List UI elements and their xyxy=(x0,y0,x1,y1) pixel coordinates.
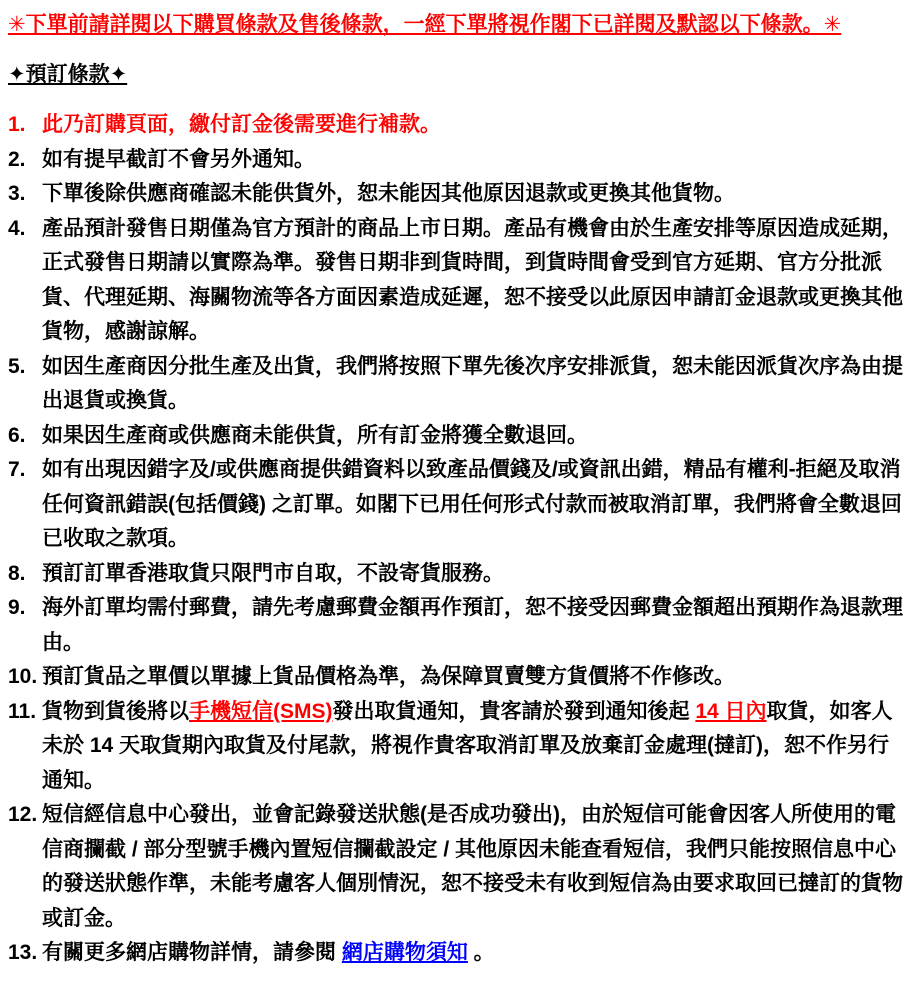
term-text xyxy=(42,177,903,212)
term-text-segment: 預訂訂單香港取貨只限門市自取，不設寄貨服務。 xyxy=(42,561,504,585)
term-item-7 xyxy=(8,453,903,557)
term-text xyxy=(42,557,903,592)
term-text-segment: 如有出現因錯字及/或供應商提供錯資料以致產品價錢及/或資訊出錯，精品有權利-拒絕及取消任何資訊錯誤(包括價錢) 之訂單。如閣下已用任何形式付款而被取消訂單，我們將會全數退回已收取之款項。 xyxy=(42,458,902,550)
term-item-6 xyxy=(8,419,903,454)
term-text xyxy=(42,212,903,350)
term-text-segment: 。 xyxy=(467,941,495,964)
term-text-segment: 取貨，如客人未於 14 天取貨期內取貨及付尾款，將視作貴客取消訂單及放棄訂金處理(撻訂)，恕不作另行通知。 xyxy=(42,699,893,792)
term-item-8 xyxy=(8,557,903,592)
term-item-9 xyxy=(8,591,903,660)
term-text xyxy=(42,350,903,419)
term-text-segment: 發出取貨通知，貴客請於發到通知後起 xyxy=(332,699,696,723)
term-text xyxy=(42,695,903,799)
term-number: 3. xyxy=(8,182,26,205)
term-text-highlight: 14 日內 xyxy=(695,699,767,723)
term-text-segment: 貨物到貨後將以 xyxy=(42,699,189,723)
term-number: 13. xyxy=(8,941,38,964)
term-number: 8. xyxy=(8,561,26,585)
term-text-segment: 下單後除供應商確認未能供貨外，恕未能因其他原因退款或更換其他貨物。 xyxy=(42,182,735,205)
term-text-highlight: 手機短信(SMS) xyxy=(189,699,333,723)
terms-list xyxy=(8,108,903,971)
term-item-2 xyxy=(8,143,903,178)
term-text xyxy=(42,453,903,557)
term-item-3 xyxy=(8,177,903,212)
term-number: 9. xyxy=(8,596,26,619)
term-item-5 xyxy=(8,350,903,419)
term-text-segment: 預訂貨品之單價以單據上貨品價格為準，為保障買賣雙方貨價將不作修改。 xyxy=(42,665,735,688)
term-number: 11. xyxy=(8,699,37,723)
term-text-segment: 海外訂單均需付郵費，請先考慮郵費金額再作預訂，恕不接受因郵費金額超出預期作為退款理由。 xyxy=(42,596,903,654)
term-text xyxy=(42,660,903,695)
term-text-segment: 如因生產商因分批生產及出貨，我們將按照下單先後次序安排派貨，恕未能因派貨次序為由提出退貨或換貨。 xyxy=(42,354,903,412)
term-text xyxy=(42,591,903,660)
term-text xyxy=(42,419,903,454)
term-number: 2. xyxy=(8,147,26,171)
term-text xyxy=(42,798,903,936)
page-title: ✳下單前請詳閱以下購買條款及售後條款，一經下單將視作閣下已詳閱及默認以下條款。✳ xyxy=(8,13,842,36)
term-item-10 xyxy=(8,660,903,695)
term-item-11 xyxy=(8,695,903,799)
term-text-segment: 產品預計發售日期僅為官方預計的商品上市日期。產品有機會由於生產安排等原因造成延期，正式發售日期請以實際為準。發售日期非到貨時間，到貨時間會受到官方延期、官方分批派貨、代理延期、海關物流等各方面因素造成延遲，恕不接受以此原因申請訂金退款或更換其他貨物，感謝諒解。 xyxy=(42,216,903,343)
term-text-highlight: 此乃訂購頁面，繳付訂金後需要進行補款。 xyxy=(42,113,441,136)
term-number: 12. xyxy=(8,803,38,826)
term-item-1 xyxy=(8,108,903,143)
term-text xyxy=(42,108,903,143)
term-number: 6. xyxy=(8,423,26,447)
term-number: 1. xyxy=(8,113,26,136)
term-number: 4. xyxy=(8,216,26,240)
term-text xyxy=(42,143,903,178)
term-text xyxy=(42,936,903,971)
term-number: 5. xyxy=(8,354,26,378)
term-item-12 xyxy=(8,798,903,936)
term-text-segment: 如果因生產商或供應商未能供貨，所有訂金將獲全數退回。 xyxy=(42,423,588,447)
term-number: 10. xyxy=(8,665,38,688)
section-header-preorder-terms: ✦預訂條款✦ xyxy=(8,63,128,86)
term-text-segment: 有關更多網店購物詳情，請參閱 xyxy=(42,941,342,964)
store-shopping-guide-link[interactable]: 網店購物須知 xyxy=(341,941,468,964)
term-text-segment: 短信經信息中心發出，並會記錄發送狀態(是否成功發出)，由於短信可能會因客人所使用的電信商攔截 / 部分型號手機內置短信攔截設定 / 其他原因未能查看短信，我們只能按照信息中心的發送狀態作準，未能考慮客人個別情況，恕不接受未有收到短信為由要求取回已撻訂的貨物或訂金。 xyxy=(42,803,903,930)
term-number: 7. xyxy=(8,458,26,481)
term-item-4 xyxy=(8,212,903,350)
term-text-segment: 如有提早截訂不會另外通知。 xyxy=(42,147,315,171)
term-item-13 xyxy=(8,936,903,971)
